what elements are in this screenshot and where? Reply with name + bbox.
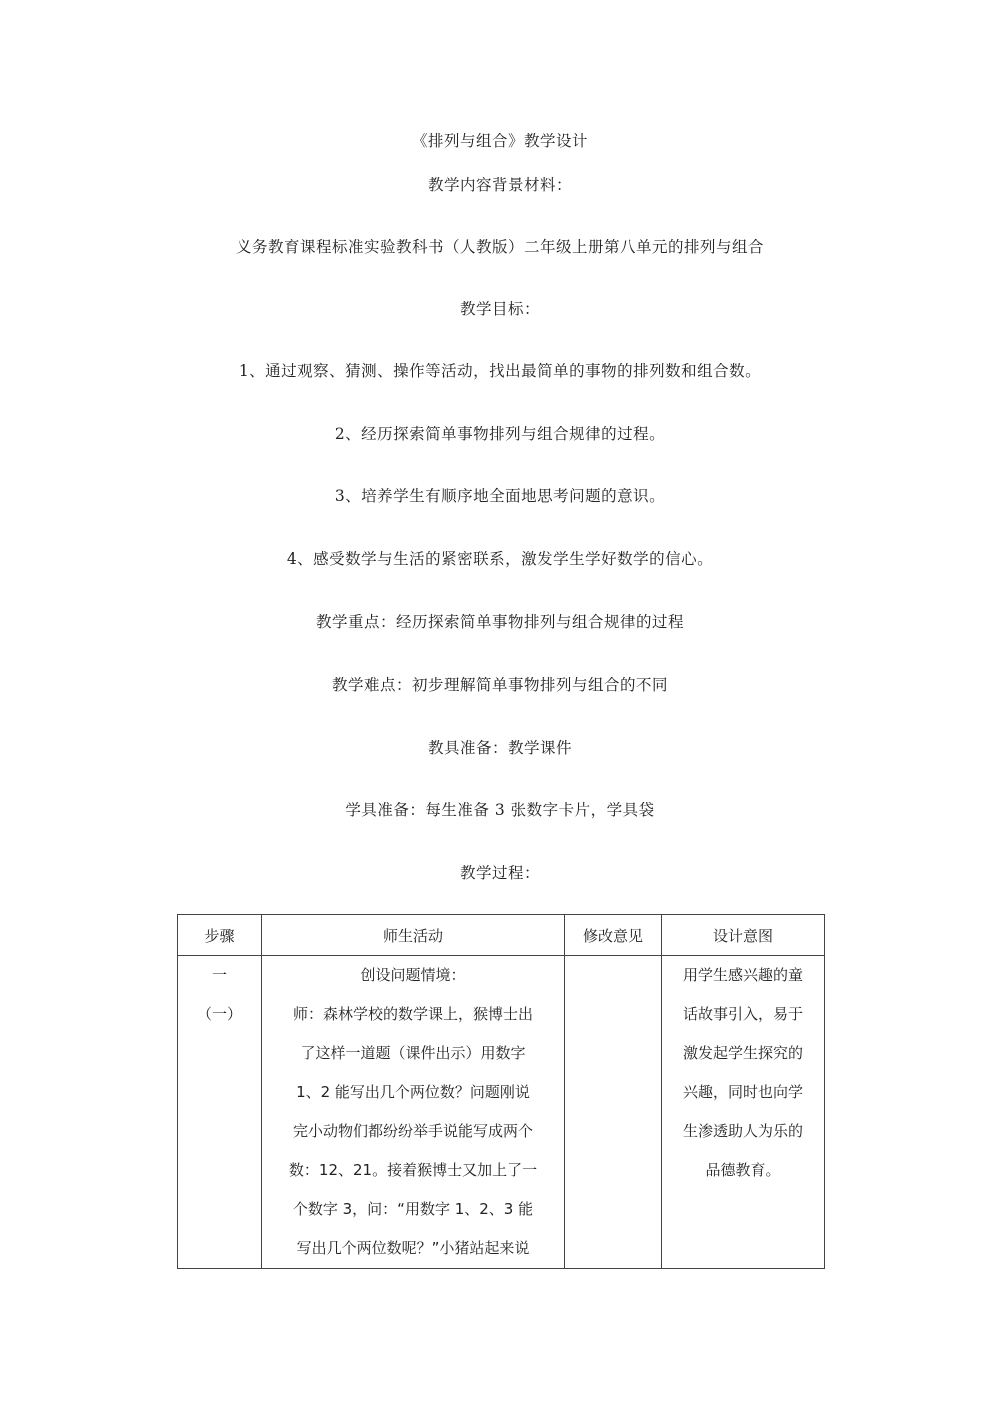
goals-label: 教学目标： <box>459 300 540 318</box>
activity-line: 创设问题情境： <box>360 966 466 984</box>
activity-line: 个数字 3，问：“用数字 1、2、3 能 <box>292 1200 534 1218</box>
goal-item: 3、培养学生有顺序地全面地思考问题的意识。 <box>334 487 666 505</box>
goal-item: 1、通过观察、猜测、操作等活动，找出最简单的事物的排列数和组合数。 <box>238 362 762 380</box>
document-title: 《排列与组合》教学设计 <box>411 132 588 150</box>
key-point: 教学重点：经历探索简单事物排列与组合规律的过程 <box>315 613 684 631</box>
goal-item: 2、经历探索简单事物排列与组合规律的过程。 <box>334 425 666 443</box>
activity-line: 写出几个两位数呢？”小猪站起来说 <box>296 1239 530 1257</box>
intent-line: 品德教育。 <box>705 1161 781 1179</box>
table-header-row <box>178 915 825 956</box>
background-label: 教学内容背景材料： <box>427 176 572 194</box>
activity-line: 了这样一道题（课件出示）用数字 <box>300 1044 526 1062</box>
step-number: 一 <box>211 966 227 984</box>
header-activity: 师生活动 <box>262 915 565 956</box>
step-sub: （一） <box>196 1005 242 1023</box>
activity-line: 完小动物们都纷纷举手说能写成两个 <box>292 1122 533 1140</box>
activity-line: 1、2 能写出几个两位数？问题刚说 <box>296 1083 530 1101</box>
activity-cell <box>262 956 565 1269</box>
header-step: 步骤 <box>178 915 262 956</box>
background-text: 义务教育课程标准实验教科书（人教版）二年级上册第八单元的排列与组合 <box>235 238 764 256</box>
intent-cell <box>662 956 825 1269</box>
revision-cell <box>565 956 662 1269</box>
difficulty: 教学难点：初步理解简单事物排列与组合的不同 <box>331 676 668 694</box>
activity-line: 师：森林学校的数学课上，猴博士出 <box>292 1005 533 1023</box>
header-intent: 设计意图 <box>662 915 825 956</box>
intent-line: 话故事引入，易于 <box>682 1005 803 1023</box>
student-tools: 学具准备：每生准备 3 张数字卡片，学具袋 <box>345 801 655 819</box>
process-table <box>177 914 825 1269</box>
intent-line: 激发起学生探究的 <box>682 1044 803 1062</box>
intent-line: 用学生感兴趣的童 <box>682 966 803 984</box>
intent-line: 兴趣，同时也向学 <box>682 1083 803 1101</box>
teacher-tools: 教具准备：教学课件 <box>427 739 572 757</box>
header-revision: 修改意见 <box>565 915 662 956</box>
process-label: 教学过程： <box>459 864 540 882</box>
activity-line: 数：12、21。接着猴博士又加上了一 <box>288 1161 538 1179</box>
step-cell <box>178 956 262 1269</box>
intent-line: 生渗透助人为乐的 <box>682 1122 803 1140</box>
table-row <box>178 956 825 1269</box>
goal-item: 4、感受数学与生活的紧密联系，激发学生学好数学的信心。 <box>286 550 714 568</box>
